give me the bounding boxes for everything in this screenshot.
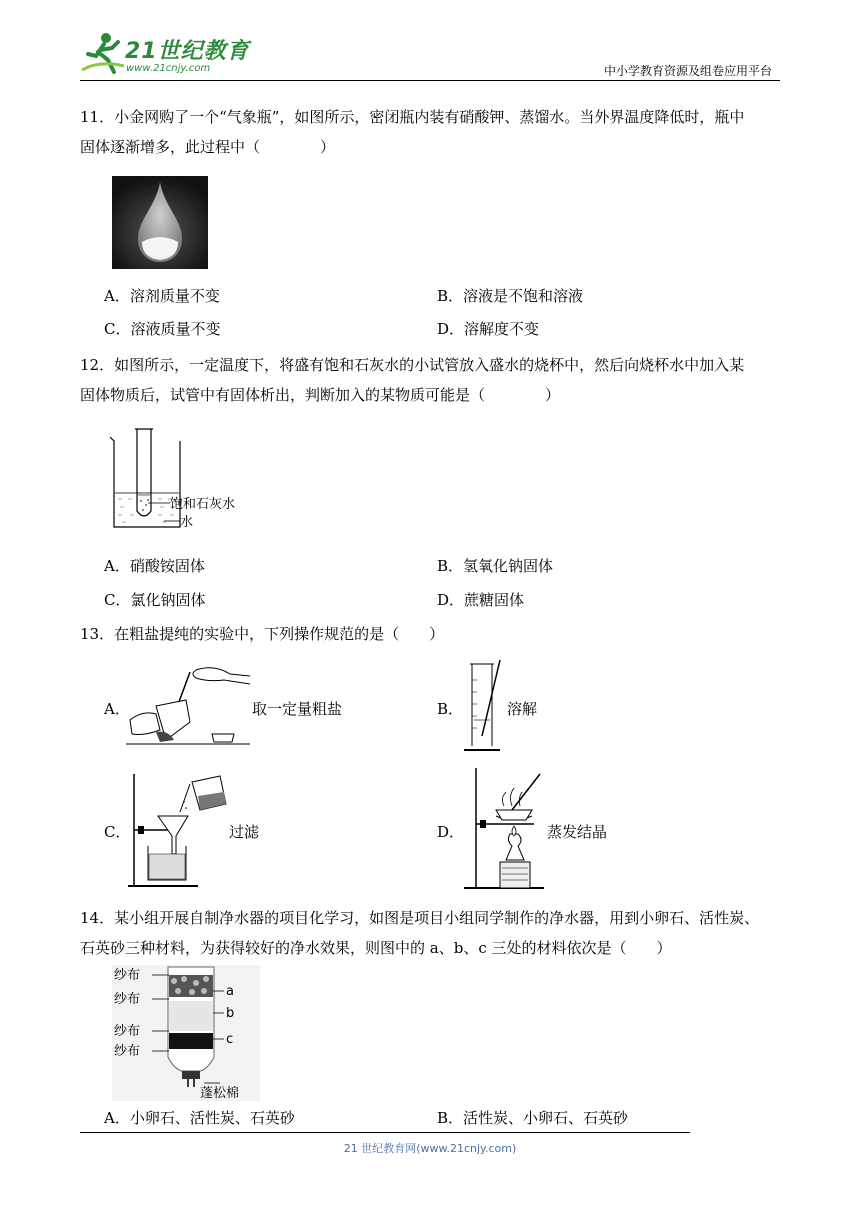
- option-c-label[interactable]: C．: [104, 823, 131, 841]
- question-number: 11．: [80, 108, 115, 126]
- option-a-text: 取一定量粗盐: [252, 700, 343, 718]
- header-divider: [80, 80, 780, 81]
- question-14: [80, 903, 780, 963]
- question-text-line2: 固体逐渐增多，此过程中（ ）: [80, 138, 336, 156]
- option-b[interactable]: B．氢氧化钠固体: [437, 557, 554, 575]
- take-salt-diagram: [126, 660, 250, 748]
- logo-sub-text: www.21cnjy.com: [126, 63, 211, 74]
- label-b: b: [226, 1006, 235, 1021]
- option-d-text: 蒸发结晶: [547, 823, 608, 841]
- label-c: c: [226, 1032, 234, 1047]
- logo-main-text: 21世纪教育: [125, 39, 250, 64]
- dissolve-cylinder-diagram: [462, 660, 502, 756]
- question-13: [80, 619, 780, 649]
- option-d[interactable]: D．蔗糖固体: [437, 591, 525, 609]
- site-logo: [80, 30, 255, 80]
- question-number: 12．: [80, 356, 115, 374]
- footer-divider: [80, 1132, 690, 1133]
- option-b[interactable]: B．溶液是不饱和溶液: [437, 287, 584, 305]
- option-d[interactable]: D．溶解度不变: [437, 320, 540, 338]
- option-a[interactable]: A．小卵石、活性炭、石英砂: [104, 1109, 295, 1127]
- label-a: a: [226, 984, 234, 999]
- option-a-label[interactable]: A．: [104, 700, 130, 718]
- label-water: 水: [180, 515, 194, 530]
- filter-diagram: [124, 770, 230, 890]
- label-cloth-4: 纱布: [114, 1044, 141, 1059]
- question-number: 13．: [80, 625, 115, 643]
- option-d-label[interactable]: D．: [437, 823, 465, 841]
- beaker-testtube-diagram: [104, 425, 249, 531]
- weather-bottle-photo: [112, 176, 208, 269]
- question-number: 14．: [80, 909, 115, 927]
- question-text-line1: 在粗盐提纯的实验中，下列操作规范的是（ ）: [114, 625, 445, 643]
- header-right-text: 中小学教育资源及组卷应用平台: [603, 64, 772, 78]
- question-text-line1: 小金网购了一个“气象瓶”，如图所示，密闭瓶内装有硝酸钾、蒸馏水。当外界温度降低时，瓶中: [114, 108, 745, 126]
- label-saturated-limewater: 饱和石灰水: [170, 497, 236, 512]
- question-text-line2: 石英砂三种材料，为获得较好的净水效果，则图中的 a、b、c 三处的材料依次是（ ）: [80, 939, 672, 957]
- option-b[interactable]: B．活性炭、小卵石、石英砂: [437, 1109, 629, 1127]
- option-a[interactable]: A．溶剂质量不变: [104, 287, 220, 305]
- option-b-text: 溶解: [507, 700, 538, 718]
- option-c[interactable]: C．氯化钠固体: [104, 591, 206, 609]
- option-c[interactable]: C．溶液质量不变: [104, 320, 221, 338]
- question-text-line1: 如图所示，一定温度下，将盛有饱和石灰水的小试管放入盛水的烧杯中，然后向烧杯水中加入某: [114, 356, 745, 374]
- question-11: [80, 102, 780, 162]
- water-purifier-diagram: [112, 965, 260, 1101]
- footer-text[interactable]: 21 世纪教育网(www.21cnjy.com): [343, 1142, 517, 1155]
- option-a[interactable]: A．硝酸铵固体: [104, 557, 205, 575]
- runner-logo-icon: [80, 30, 126, 76]
- label-cloth-2: 纱布: [114, 992, 141, 1007]
- label-cotton: 蓬松棉: [200, 1086, 240, 1101]
- question-text-line2: 固体物质后，试管中有固体析出，判断加入的某物质可能是（ ）: [80, 386, 561, 404]
- question-12: [80, 350, 780, 410]
- evaporation-diagram: [460, 764, 546, 892]
- question-text-line1: 某小组开展自制净水器的项目化学习，如图是项目小组同学制作的净水器，用到小卵石、活性炭、: [114, 909, 760, 927]
- option-b-label[interactable]: B．: [437, 700, 464, 718]
- label-cloth-3: 纱布: [114, 1024, 141, 1039]
- label-cloth-1: 纱布: [114, 968, 141, 983]
- option-c-text: 过滤: [229, 823, 260, 841]
